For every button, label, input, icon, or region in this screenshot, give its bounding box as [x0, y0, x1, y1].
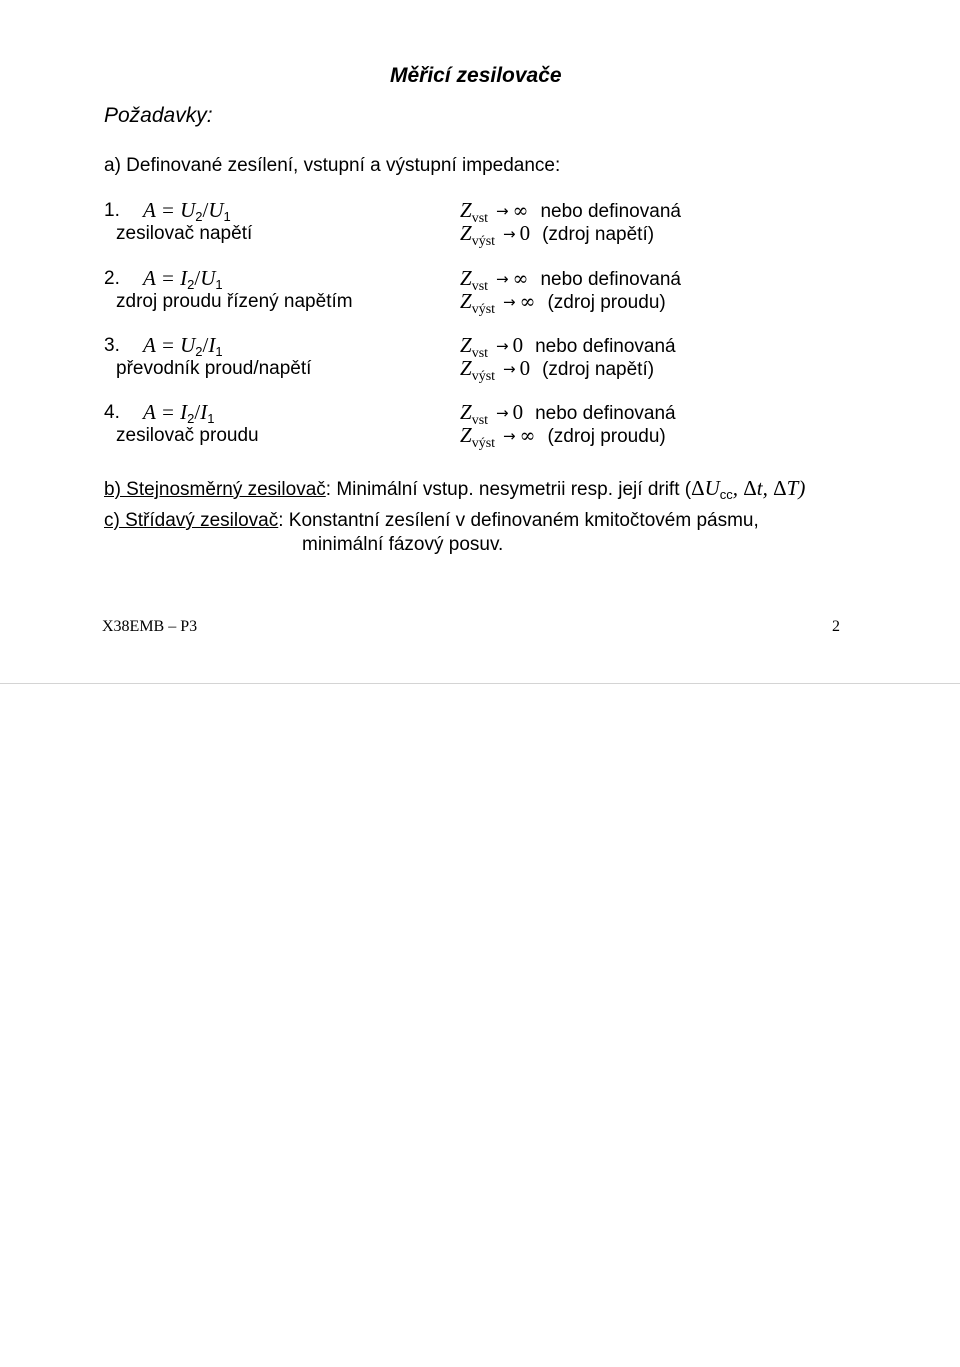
formula-numerator-subscript: 2: [195, 344, 203, 359]
delta-symbol: Δ: [743, 476, 757, 500]
spacer: [495, 227, 503, 244]
section-c-line1: Konstantní zesílení v definovaném kmitočtovém pásmu,: [283, 510, 759, 531]
delta-symbol: Δ: [691, 476, 705, 500]
spacer: [495, 429, 503, 446]
gain-formula: [143, 198, 231, 223]
impedance-note: (zdroj proudu): [547, 292, 666, 313]
output-impedance: [460, 289, 666, 317]
formula-numerator-symbol: U: [180, 198, 196, 222]
zero-symbol: 0: [512, 333, 524, 357]
input-impedance: [460, 333, 676, 361]
impedance-subscript: vst: [471, 279, 489, 294]
item-description: zesilovač napětí: [116, 223, 253, 244]
impedance-subscript: vst: [471, 211, 489, 226]
spacer: [488, 272, 496, 289]
formula-numerator-symbol: U: [180, 333, 196, 357]
formula-denominator-symbol: U: [208, 198, 224, 222]
formula-slash: /: [202, 333, 209, 357]
section-c-label: c) Střídavý zesilovač: [104, 510, 279, 531]
item-number: 4.: [104, 402, 120, 423]
arrow-icon: →: [496, 270, 509, 288]
impedance-subscript: vst: [471, 346, 489, 361]
impedance-note: nebo definovaná: [535, 336, 676, 357]
arrow-icon: →: [496, 202, 509, 220]
impedance-subscript: výst: [471, 234, 496, 249]
arrow-icon: →: [496, 337, 509, 355]
formula-slash: /: [194, 400, 201, 424]
formula-numerator-symbol: I: [180, 400, 188, 424]
impedance-note: nebo definovaná: [540, 201, 681, 222]
input-impedance: [460, 266, 681, 294]
footer-course-code: X38EMB – P3: [102, 618, 198, 635]
impedance-subscript: vst: [471, 413, 489, 428]
section-b-colon: :: [325, 479, 332, 500]
section-c-line2: minimální fázový posuv.: [302, 534, 504, 555]
formula-denominator-subscript: 1: [215, 344, 223, 359]
formula-denominator-subscript: 1: [215, 277, 223, 292]
footer-page-number: 2: [832, 618, 840, 635]
time-symbol: t: [756, 476, 763, 500]
impedance-note: (zdroj proudu): [547, 426, 666, 447]
impedance-subscript: výst: [471, 302, 496, 317]
item-number: 2.: [104, 268, 120, 289]
input-impedance: [460, 400, 676, 428]
input-impedance: [460, 198, 681, 226]
impedance-symbol: Z: [460, 198, 472, 222]
impedance-note: nebo definovaná: [535, 403, 676, 424]
output-impedance: [460, 356, 655, 384]
section-c-colon: :: [278, 510, 284, 531]
zero-symbol: 0: [519, 221, 531, 245]
impedance-subscript: výst: [471, 436, 496, 451]
infinity-symbol: ∞: [519, 291, 536, 313]
impedance-note: (zdroj napětí): [542, 224, 655, 245]
section-b: [104, 476, 805, 501]
page-divider: [0, 683, 960, 684]
spacer: [495, 362, 503, 379]
impedance-symbol: Z: [460, 356, 472, 380]
delta-symbol: Δ: [773, 476, 787, 500]
output-impedance: [460, 221, 655, 249]
formula-prefix: A =: [143, 198, 181, 222]
offset-voltage-symbol: U: [704, 476, 720, 500]
item-description: převodník proud/napětí: [116, 358, 312, 379]
formula-slash: /: [194, 266, 201, 290]
impedance-symbol: Z: [460, 289, 472, 313]
spacer: [495, 295, 503, 312]
arrow-icon: →: [503, 360, 516, 378]
item-number: 3.: [104, 335, 120, 356]
arrow-icon: →: [503, 225, 516, 243]
impedance-subscript: výst: [471, 369, 496, 384]
offset-voltage-subscript: cc: [719, 487, 733, 502]
temperature-symbol: T: [786, 476, 799, 500]
formula-prefix: A =: [143, 333, 181, 357]
close-paren: ): [798, 476, 806, 500]
infinity-symbol: ∞: [512, 268, 529, 290]
impedance-symbol: Z: [460, 266, 472, 290]
item-description: zdroj proudu řízený napětím: [116, 291, 353, 312]
infinity-symbol: ∞: [512, 200, 529, 222]
arrow-icon: →: [503, 427, 516, 445]
impedance-symbol: Z: [460, 333, 472, 357]
item-description: zesilovač proudu: [116, 425, 259, 446]
formula-denominator-subscript: 1: [207, 411, 215, 426]
page-title: Měřicí zesilovače: [390, 64, 562, 87]
section-b-text: Minimální vstup. nesymetrii resp. její drift (: [331, 479, 692, 500]
separator: ,: [762, 476, 774, 500]
spacer: [488, 339, 496, 356]
formula-numerator-subscript: 2: [187, 277, 195, 292]
formula-denominator-symbol: I: [208, 333, 216, 357]
formula-denominator-symbol: I: [200, 400, 208, 424]
gain-formula: [143, 333, 223, 358]
arrow-icon: →: [496, 404, 509, 422]
formula-prefix: A =: [143, 400, 181, 424]
item-number: 1.: [104, 200, 120, 221]
formula-numerator-symbol: I: [180, 266, 188, 290]
gain-formula: [143, 266, 223, 291]
formula-denominator-symbol: U: [200, 266, 216, 290]
impedance-symbol: Z: [460, 400, 472, 424]
zero-symbol: 0: [512, 400, 524, 424]
section-a-heading: a) Definované zesílení, vstupní a výstupní impedance:: [104, 155, 561, 176]
impedance-note: (zdroj napětí): [542, 359, 655, 380]
section-c: [104, 510, 759, 532]
output-impedance: [460, 423, 666, 451]
separator: ,: [732, 476, 744, 500]
requirements-label: Požadavky:: [104, 104, 213, 127]
formula-numerator-subscript: 2: [187, 411, 195, 426]
formula-numerator-subscript: 2: [195, 209, 203, 224]
impedance-note: nebo definovaná: [540, 269, 681, 290]
impedance-symbol: Z: [460, 423, 472, 447]
spacer: [488, 406, 496, 423]
slide-page: [0, 0, 960, 683]
gain-formula: [143, 400, 214, 425]
arrow-icon: →: [503, 293, 516, 311]
impedance-symbol: Z: [460, 221, 472, 245]
section-b-label: b) Stejnosměrný zesilovač: [104, 479, 326, 500]
spacer: [488, 204, 496, 221]
formula-denominator-subscript: 1: [223, 209, 231, 224]
zero-symbol: 0: [519, 356, 531, 380]
formula-prefix: A =: [143, 266, 181, 290]
formula-slash: /: [202, 198, 209, 222]
infinity-symbol: ∞: [519, 425, 536, 447]
